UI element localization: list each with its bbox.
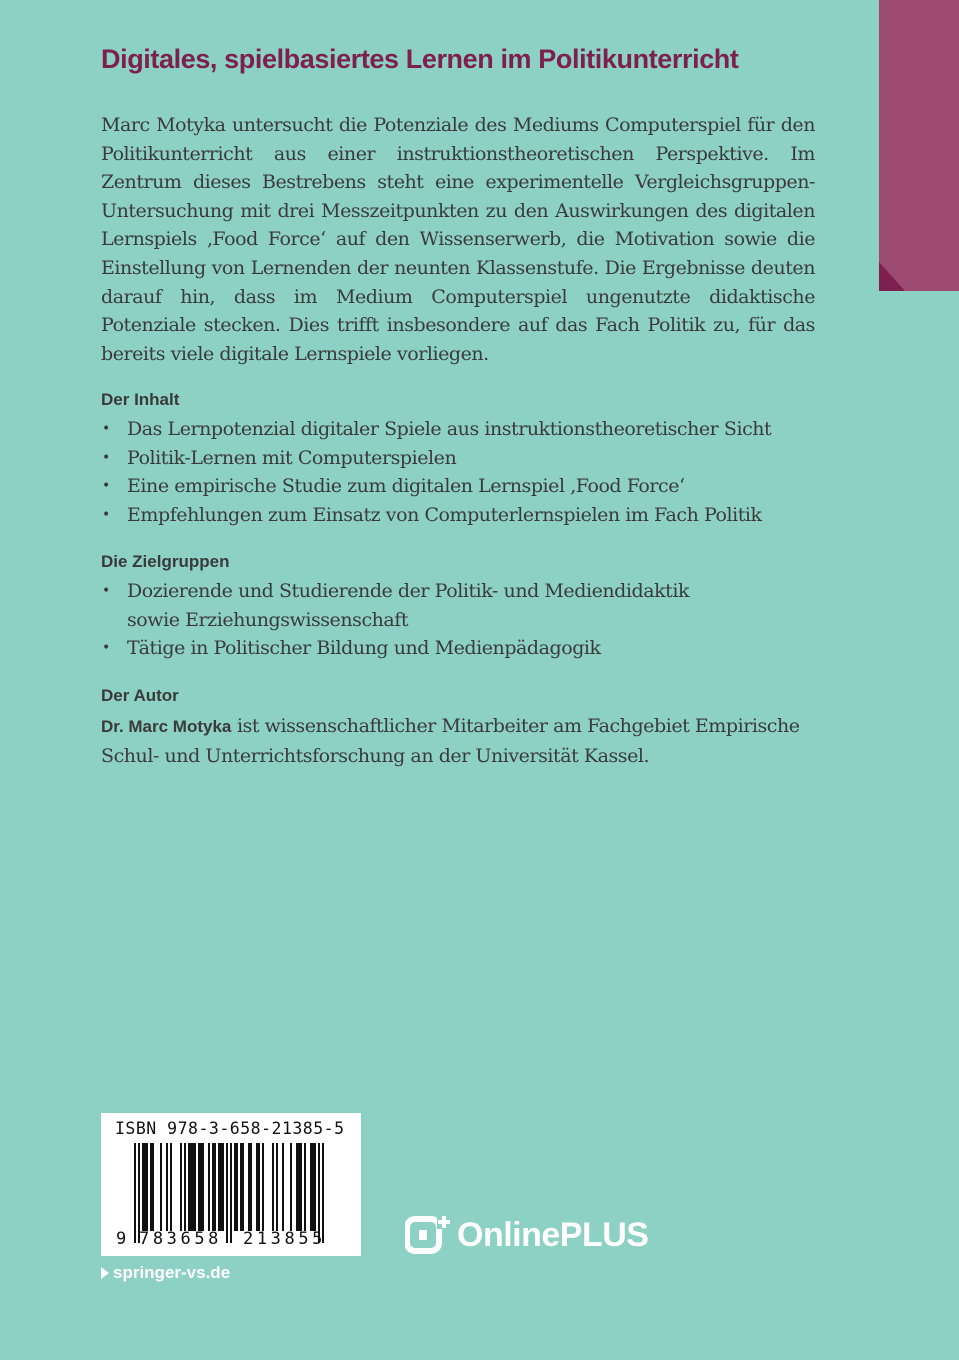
barcode-bar: [170, 1143, 172, 1231]
barcode-bar: [166, 1143, 168, 1231]
barcode-bar: [250, 1143, 252, 1231]
side-tab-corner: [879, 262, 905, 291]
barcode-bar: [208, 1143, 210, 1231]
barcode-bar: [146, 1143, 148, 1231]
list-item-text: Dozierende und Studierende der Politik- und Mediendidaktik sowie Erziehungswissenschaft: [127, 580, 690, 631]
barcode-bar: [192, 1143, 194, 1231]
barcode-bar: [240, 1143, 242, 1231]
bullet-icon: •: [102, 506, 110, 523]
barcode-bar: [296, 1143, 298, 1231]
barcode-bar: [160, 1143, 162, 1231]
list-item: [101, 577, 721, 634]
barcode-bar: [188, 1143, 190, 1231]
ean-first-digit: 9: [116, 1229, 127, 1249]
autor-heading: Der Autor: [101, 686, 179, 705]
barcode-bar: [276, 1143, 278, 1231]
list-item-text: Das Lernpotenzial digitaler Spiele aus instruktionstheoretischer Sicht: [127, 418, 772, 440]
barcode-bar: [212, 1143, 214, 1231]
list-item-text: Eine empirische Studie zum digitalen Lernspiel ‚Food Force‘: [127, 475, 685, 498]
online-plus-text: OnlinePLUS: [457, 1215, 649, 1254]
barcode-bar: [272, 1143, 274, 1231]
barcode-bar: [236, 1143, 238, 1231]
barcode-bar: [138, 1143, 140, 1243]
barcode-bar: [198, 1143, 200, 1231]
barcode-bar: [248, 1143, 250, 1231]
bullet-icon: •: [102, 640, 110, 657]
list-item-text: Politik-Lernen mit Computerspielen: [127, 446, 457, 469]
barcode-bar: [230, 1143, 232, 1243]
list-item-text: Empfehlungen zum Einsatz von Computerlernspielen im Fach Politik: [127, 503, 762, 526]
isbn-barcode-box: [101, 1113, 361, 1256]
ean-right-digits: 213855: [243, 1229, 327, 1249]
barcode-bar: [218, 1143, 220, 1231]
springer-link-text: springer-vs.de: [113, 1263, 231, 1282]
list-item: [101, 444, 841, 473]
barcode-bar: [144, 1143, 146, 1231]
inhalt-list: [101, 415, 841, 529]
barcode-bar: [282, 1143, 284, 1231]
barcode-bar: [222, 1143, 224, 1231]
barcode-bar: [234, 1143, 236, 1231]
barcode-bar: [262, 1143, 264, 1231]
barcode-bar: [184, 1143, 186, 1231]
list-item: [101, 415, 841, 444]
bullet-icon: •: [102, 478, 110, 495]
barcode-bar: [134, 1143, 136, 1243]
barcode-bar: [214, 1143, 216, 1231]
side-color-tab: [879, 0, 959, 291]
barcode-bar: [322, 1143, 324, 1243]
barcode-bar: [312, 1143, 314, 1231]
barcode-bar: [202, 1143, 204, 1231]
barcode-bar: [180, 1143, 182, 1231]
list-item: [101, 501, 841, 530]
bullet-icon: •: [102, 449, 110, 466]
barcode-bar: [290, 1143, 292, 1231]
zielgruppen-list: [101, 577, 721, 663]
list-item: [101, 472, 841, 501]
inhalt-heading: Der Inhalt: [101, 390, 180, 409]
barcode-bar: [300, 1143, 302, 1231]
barcode-bar: [220, 1143, 222, 1231]
barcode-bar: [194, 1143, 196, 1231]
online-plus-logo: [405, 1215, 648, 1255]
online-plus-logo-icon: [405, 1215, 451, 1255]
barcode-bar: [200, 1143, 202, 1231]
arrow-right-icon: [101, 1267, 109, 1279]
barcode-bar: [152, 1143, 154, 1231]
barcode-bar: [142, 1143, 144, 1231]
bullet-icon: •: [102, 421, 110, 437]
barcode-bar: [226, 1143, 228, 1243]
isbn-label: ISBN 978-3-658-21385-5: [115, 1119, 345, 1138]
barcode-bar: [304, 1143, 306, 1231]
list-item: [101, 634, 721, 663]
zielgruppen-heading: Die Zielgruppen: [101, 552, 230, 571]
barcode-bar: [242, 1143, 244, 1231]
springer-link[interactable]: [101, 1263, 230, 1283]
book-description: Marc Motyka untersucht die Potenziale des Mediums Computerspiel für den Politikunterricht aus einer instruktionstheoretischen Perspektive. Im Zentrum dieses Bestrebens steht eine experimentelle Vergleichsgruppen-Untersuchung mit drei Messzeitpunkten zu den Auswirkungen des digitalen Lernspiels ‚Food Force‘ auf den Wissenserwerb, die Motivation sowie die Einstellung von Lernenden der neunten Klassenstufe. Die Ergebnisse deuten darauf hin, dass im Medium Computerspiel ungenutzte didaktische Potenziale stecken. Dies trifft insbesondere auf das Fach Politik zu, für das bereits viele digitale Lernspiele vorliegen.: [101, 114, 815, 365]
author-bio: [101, 712, 841, 770]
barcode-bar: [310, 1143, 312, 1231]
bullet-icon: •: [102, 583, 110, 599]
list-item-text: Tätige in Politischer Bildung und Medienpädagogik: [127, 637, 601, 660]
barcode-bar: [256, 1143, 258, 1231]
book-title: Digitales, spielbasiertes Lernen im Politikunterricht: [101, 44, 739, 74]
barcode-bar: [298, 1143, 300, 1231]
barcode-bar: [150, 1143, 152, 1231]
author-bio-text: ist wissenschaftlicher Mitarbeiter am Fachgebiet Empirische Schul- und Unterrichtsforschung an der Universität Kassel.: [101, 715, 800, 767]
barcode-bar: [258, 1143, 260, 1231]
ean-left-digits: 783658: [139, 1229, 223, 1249]
author-name: Dr. Marc Motyka: [101, 717, 232, 736]
barcode-bar: [190, 1143, 192, 1231]
barcode-bar: [318, 1143, 320, 1243]
barcode-bar: [314, 1143, 316, 1231]
